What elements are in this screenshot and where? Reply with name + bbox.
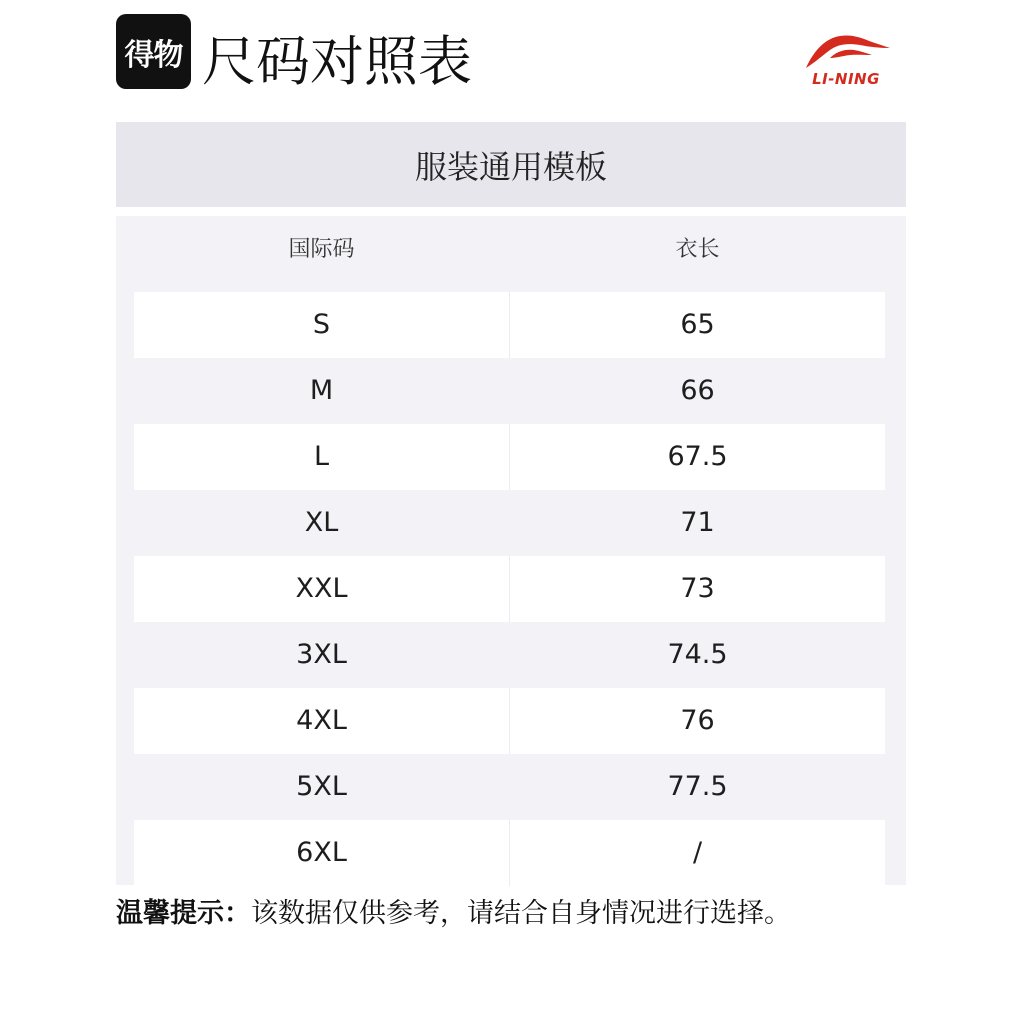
li-ning-swoosh-icon xyxy=(800,28,892,72)
length-cell: 74.5 xyxy=(667,639,728,670)
table-row xyxy=(134,358,885,424)
table-row xyxy=(134,490,885,556)
length-cell: 73 xyxy=(510,556,885,622)
size-cell: XXL xyxy=(134,556,509,622)
header xyxy=(116,14,896,104)
length-cell: / xyxy=(510,820,885,886)
size-cell: 4XL xyxy=(134,688,509,754)
page-title: 尺码对照表 xyxy=(202,30,472,93)
length-cell: 71 xyxy=(680,507,715,538)
table-body xyxy=(134,292,885,886)
warm-tip xyxy=(116,892,791,936)
table-row xyxy=(134,754,885,820)
table-row xyxy=(134,820,885,886)
app-logo-text: 得物 xyxy=(124,37,183,73)
brand-wordmark: LI-NING xyxy=(812,70,880,88)
table-row xyxy=(134,688,885,754)
dewu-app-logo xyxy=(116,14,191,89)
length-cell: 67.5 xyxy=(510,424,885,490)
column-header-size: 国际码 xyxy=(288,237,355,262)
template-title: 服装通用模板 xyxy=(116,122,906,207)
band-separator xyxy=(116,207,906,216)
size-cell: L xyxy=(134,424,509,490)
length-cell: 66 xyxy=(680,375,715,406)
table-row xyxy=(134,424,885,490)
size-cell: XL xyxy=(304,507,339,538)
table-row xyxy=(134,292,885,358)
table-row xyxy=(134,556,885,622)
length-cell: 76 xyxy=(510,688,885,754)
table-row xyxy=(134,622,885,688)
size-cell: 3XL xyxy=(296,639,347,670)
length-cell: 65 xyxy=(510,292,885,358)
length-cell: 77.5 xyxy=(667,771,728,802)
size-cell: S xyxy=(134,292,509,358)
size-cell: M xyxy=(309,375,334,406)
column-header-length: 衣长 xyxy=(675,237,720,262)
size-cell: 6XL xyxy=(134,820,509,886)
li-ning-logo xyxy=(800,28,892,92)
size-cell: 5XL xyxy=(296,771,347,802)
tip-label: 温馨提示： xyxy=(116,898,251,929)
tip-text: 该数据仅供参考，请结合自身情况进行选择。 xyxy=(251,898,791,929)
size-table xyxy=(116,122,906,885)
